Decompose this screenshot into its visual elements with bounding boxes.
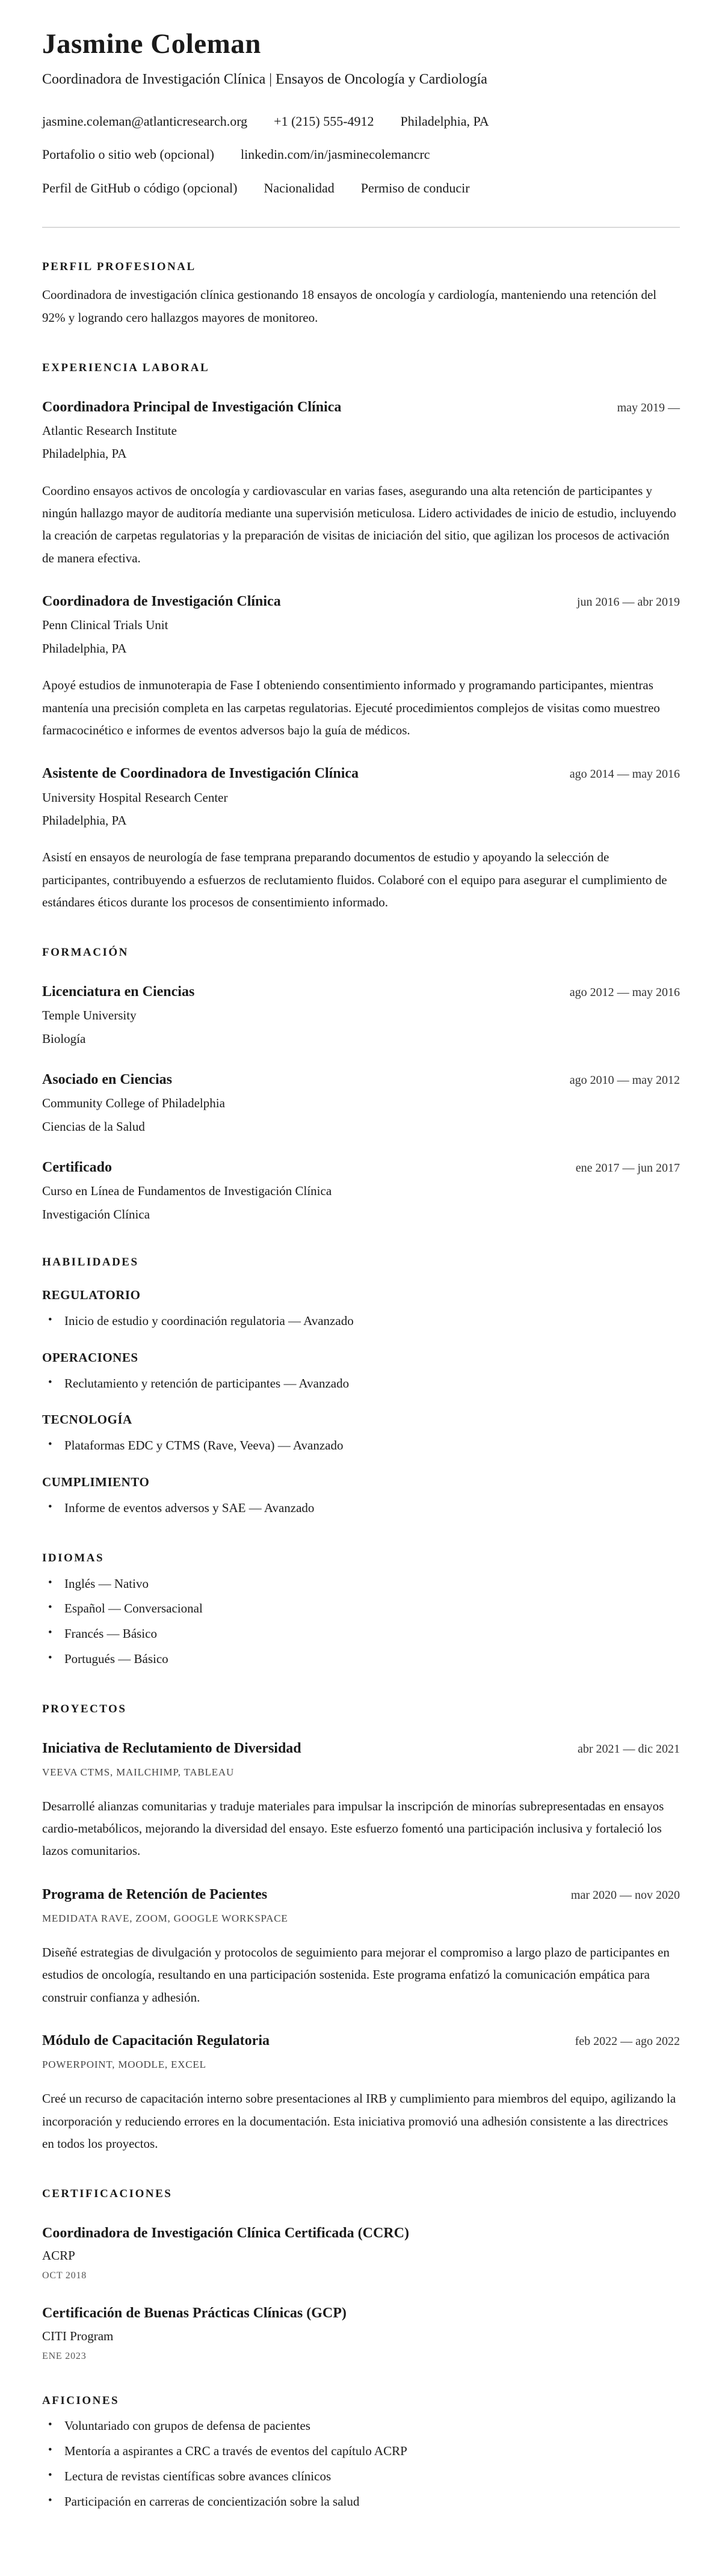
project-tools: POWERPOINT, MOODLE, EXCEL [42, 2059, 206, 2071]
contact-email: jasmine.coleman@atlanticresearch.org [42, 113, 248, 129]
job-location: Philadelphia, PA [42, 446, 127, 461]
header-divider [42, 227, 680, 228]
project-head [42, 1739, 680, 1758]
contact-phone: +1 (215) 555-4912 [274, 113, 374, 129]
job-entry [42, 398, 680, 570]
section-label-projects: PROYECTOS [42, 1702, 127, 1715]
job-head [42, 592, 680, 611]
person-name: Jasmine Coleman [42, 28, 261, 60]
skill-list [42, 1310, 680, 1332]
job-dates: may 2019 — [617, 401, 680, 414]
education-degree: Certificado [42, 1160, 112, 1176]
job-entry [42, 764, 680, 914]
section-hobbies [42, 2394, 680, 2513]
skill-category [42, 1288, 680, 1332]
skill-category-name: CUMPLIMIENTO [42, 1475, 150, 1490]
skill-category [42, 1350, 680, 1395]
certification-issuer: CITI Program [42, 2328, 114, 2343]
skill-list [42, 1373, 680, 1395]
section-languages [42, 1552, 680, 1670]
project-name: Programa de Retención de Pacientes [42, 1886, 268, 1902]
skill-list [42, 1434, 680, 1457]
project-dates: feb 2022 — ago 2022 [575, 2035, 680, 2049]
section-label-experience: EXPERIENCIA LABORAL [42, 361, 210, 374]
job-entry [42, 592, 680, 742]
skill-item: • Informe de eventos adversos y SAE — Avanzado [42, 1497, 680, 1519]
project-head [42, 2032, 680, 2050]
skill-category-name: REGULATORIO [42, 1287, 141, 1302]
project-name: Iniciativa de Reclutamiento de Diversidad [42, 1740, 301, 1756]
contact-row-2 [42, 146, 680, 164]
job-title: Coordinadora de Investigación Clínica [42, 594, 281, 610]
education-field: Ciencias de la Salud [42, 1119, 145, 1134]
language-item: • Español — Conversacional [42, 1597, 680, 1620]
skill-category [42, 1412, 680, 1457]
section-label-certifications: CERTIFICACIONES [42, 2187, 173, 2201]
certification-issuer: ACRP [42, 2248, 75, 2263]
contact-portfolio: Portafolio o sitio web (opcional) [42, 147, 214, 162]
project-dates: abr 2021 — dic 2021 [578, 1742, 680, 1756]
language-item: • Portugués — Básico [42, 1648, 680, 1670]
job-head [42, 398, 680, 417]
profile-summary: Coordinadora de investigación clínica gestionando 18 ensayos de oncología y cardiología, manteniendo una retención del 92% y logrando cero hallazgos mayores de monitoreo. [42, 287, 657, 325]
job-description: Apoyé estudios de inmunoterapia de Fase I obteniendo consentimiento informado y programando participantes, mientras mantenía una precisión completa en las carpetas regulatorias. Ejecuté procedimientos complejos de visitas como muestreo farmacocinético e informes de eventos adversos bajo la guía de médicos. [42, 678, 660, 737]
hobby-item: • Participación en carreras de concientización sobre la salud [42, 2491, 680, 2513]
hobby-item: • Lectura de revistas científicas sobre avances clínicos [42, 2465, 680, 2488]
skill-category-name: OPERACIONES [42, 1350, 138, 1365]
education-school: Temple University [42, 1008, 137, 1023]
section-projects [42, 1703, 680, 2156]
certification-entry [42, 2304, 680, 2361]
job-company: Penn Clinical Trials Unit [42, 618, 168, 633]
certification-name: Certificación de Buenas Prácticas Clínicas (GCP) [42, 2305, 347, 2322]
education-field: Biología [42, 1031, 86, 1046]
job-company: Atlantic Research Institute [42, 423, 177, 438]
job-description: Coordino ensayos activos de oncología y cardiovascular en varias fases, asegurando una alta retención de participantes y ningún hallazgo mayor de auditoría mediante una supervisión meticulosa. Lidero actividades de inicio de estudio, incluyendo la creación de carpetas regulatorias y la preparación de visitas de iniciación del sitio, que agilizan los procesos de activación de manera efectiva. [42, 483, 676, 565]
job-description: Asistí en ensayos de neurología de fase temprana preparando documentos de estudio y apoyando la selección de participantes, contribuyendo a esfuerzos de reclutamiento fluidos. Colaboré con el equipo para asegurar el cumplimiento de estándares éticos durante los procesos de consentimiento informado. [42, 850, 667, 910]
skill-list [42, 1497, 680, 1519]
contact-row-1 [42, 113, 680, 131]
education-dates: ago 2010 — may 2012 [569, 1074, 680, 1087]
education-head [42, 1071, 680, 1089]
section-experience [42, 361, 680, 914]
job-dates: ago 2014 — may 2016 [569, 767, 680, 781]
hobby-item: • Voluntariado con grupos de defensa de pacientes [42, 2415, 680, 2437]
project-tools: VEEVA CTMS, MAILCHIMP, TABLEAU [42, 1766, 235, 1778]
education-field: Investigación Clínica [42, 1207, 150, 1222]
language-list [42, 1573, 680, 1670]
certification-date: OCT 2018 [42, 2270, 87, 2281]
project-description: Diseñé estrategias de divulgación y protocolos de seguimiento para mejorar el compromiso a largo plazo de participantes en estudios de oncología, resultando en una participación sostenida. Este programa enfatizó la comunicación empática para construir confianza y adhesión. [42, 1945, 670, 2005]
education-dates: ago 2012 — may 2016 [569, 986, 680, 1000]
contact-driving-license: Permiso de conducir [360, 180, 470, 195]
project-entry [42, 1739, 680, 1863]
contact-row-3 [42, 180, 680, 197]
section-label-skills: HABILIDADES [42, 1256, 139, 1269]
section-certifications [42, 2187, 680, 2361]
section-label-hobbies: AFICIONES [42, 2394, 120, 2407]
section-label-education: FORMACIÓN [42, 946, 129, 959]
project-name: Módulo de Capacitación Regulatoria [42, 2033, 270, 2049]
contact-nationality: Nacionalidad [264, 180, 335, 195]
language-item: • Inglés — Nativo [42, 1573, 680, 1595]
project-head [42, 1886, 680, 1904]
language-item: • Francés — Básico [42, 1623, 680, 1645]
contact-github: Perfil de GitHub o código (opcional) [42, 180, 238, 195]
contact-linkedin: linkedin.com/in/jasminecolemancrc [240, 147, 430, 162]
education-school: Community College of Philadelphia [42, 1096, 225, 1111]
skill-item: • Reclutamiento y retención de participantes — Avanzado [42, 1373, 680, 1395]
hobby-list [42, 2415, 680, 2512]
education-head [42, 983, 680, 1001]
education-entry [42, 1158, 680, 1223]
skill-category-name: TECNOLOGÍA [42, 1412, 132, 1427]
contact-location: Philadelphia, PA [400, 113, 489, 129]
job-company: University Hospital Research Center [42, 790, 228, 805]
job-location: Philadelphia, PA [42, 641, 127, 656]
section-education [42, 946, 680, 1223]
job-location: Philadelphia, PA [42, 813, 127, 828]
certification-date: ENE 2023 [42, 2350, 87, 2361]
project-entry [42, 1886, 680, 2009]
section-profile [42, 260, 680, 329]
section-label-languages: IDIOMAS [42, 1551, 105, 1564]
section-skills [42, 1256, 680, 1519]
job-title: Coordinadora Principal de Investigación Clínica [42, 399, 342, 415]
education-degree: Licenciatura en Ciencias [42, 984, 195, 1000]
person-headline: Coordinadora de Investigación Clínica | Ensayos de Oncología y Cardiología [42, 72, 487, 88]
education-dates: ene 2017 — jun 2017 [575, 1161, 680, 1175]
skill-item: • Plataformas EDC y CTMS (Rave, Veeva) — Avanzado [42, 1434, 680, 1457]
certification-entry [42, 2224, 680, 2281]
skill-category [42, 1475, 680, 1519]
project-dates: mar 2020 — nov 2020 [570, 1888, 680, 1902]
section-label-profile: PERFIL PROFESIONAL [42, 260, 196, 274]
hobby-item: • Mentoría a aspirantes a CRC a través de eventos del capítulo ACRP [42, 2440, 680, 2462]
project-entry [42, 2032, 680, 2155]
job-title: Asistente de Coordinadora de Investigación Clínica [42, 766, 359, 782]
education-entry [42, 983, 680, 1048]
education-entry [42, 1071, 680, 1136]
project-tools: MEDIDATA RAVE, ZOOM, GOOGLE WORKSPACE [42, 1913, 288, 1925]
certification-name: Coordinadora de Investigación Clínica Certificada (CCRC) [42, 2225, 409, 2242]
project-description: Creé un recurso de capacitación interno sobre presentaciones al IRB y cumplimiento para miembros del equipo, agilizando la incorporación y reduciendo errores en la documentación. Esta iniciativa promovió una adhesión consistente a las directrices en todos los proyectos. [42, 2091, 676, 2151]
job-dates: jun 2016 — abr 2019 [576, 595, 680, 609]
education-degree: Asociado en Ciencias [42, 1072, 172, 1088]
education-school: Curso en Línea de Fundamentos de Investigación Clínica [42, 1184, 332, 1199]
job-head [42, 764, 680, 783]
project-description: Desarrollé alianzas comunitarias y traduje materiales para impulsar la inscripción de minorías subrepresentadas en ensayos cardio-metabólicos, mejorando la diversidad del ensayo. Este esfuerzo fomentó una participación inclusiva y fortaleció los lazos comunitarios. [42, 1798, 664, 1858]
resume-header [42, 28, 680, 228]
education-head [42, 1158, 680, 1177]
skill-item: • Inicio de estudio y coordinación regulatoria — Avanzado [42, 1310, 680, 1332]
